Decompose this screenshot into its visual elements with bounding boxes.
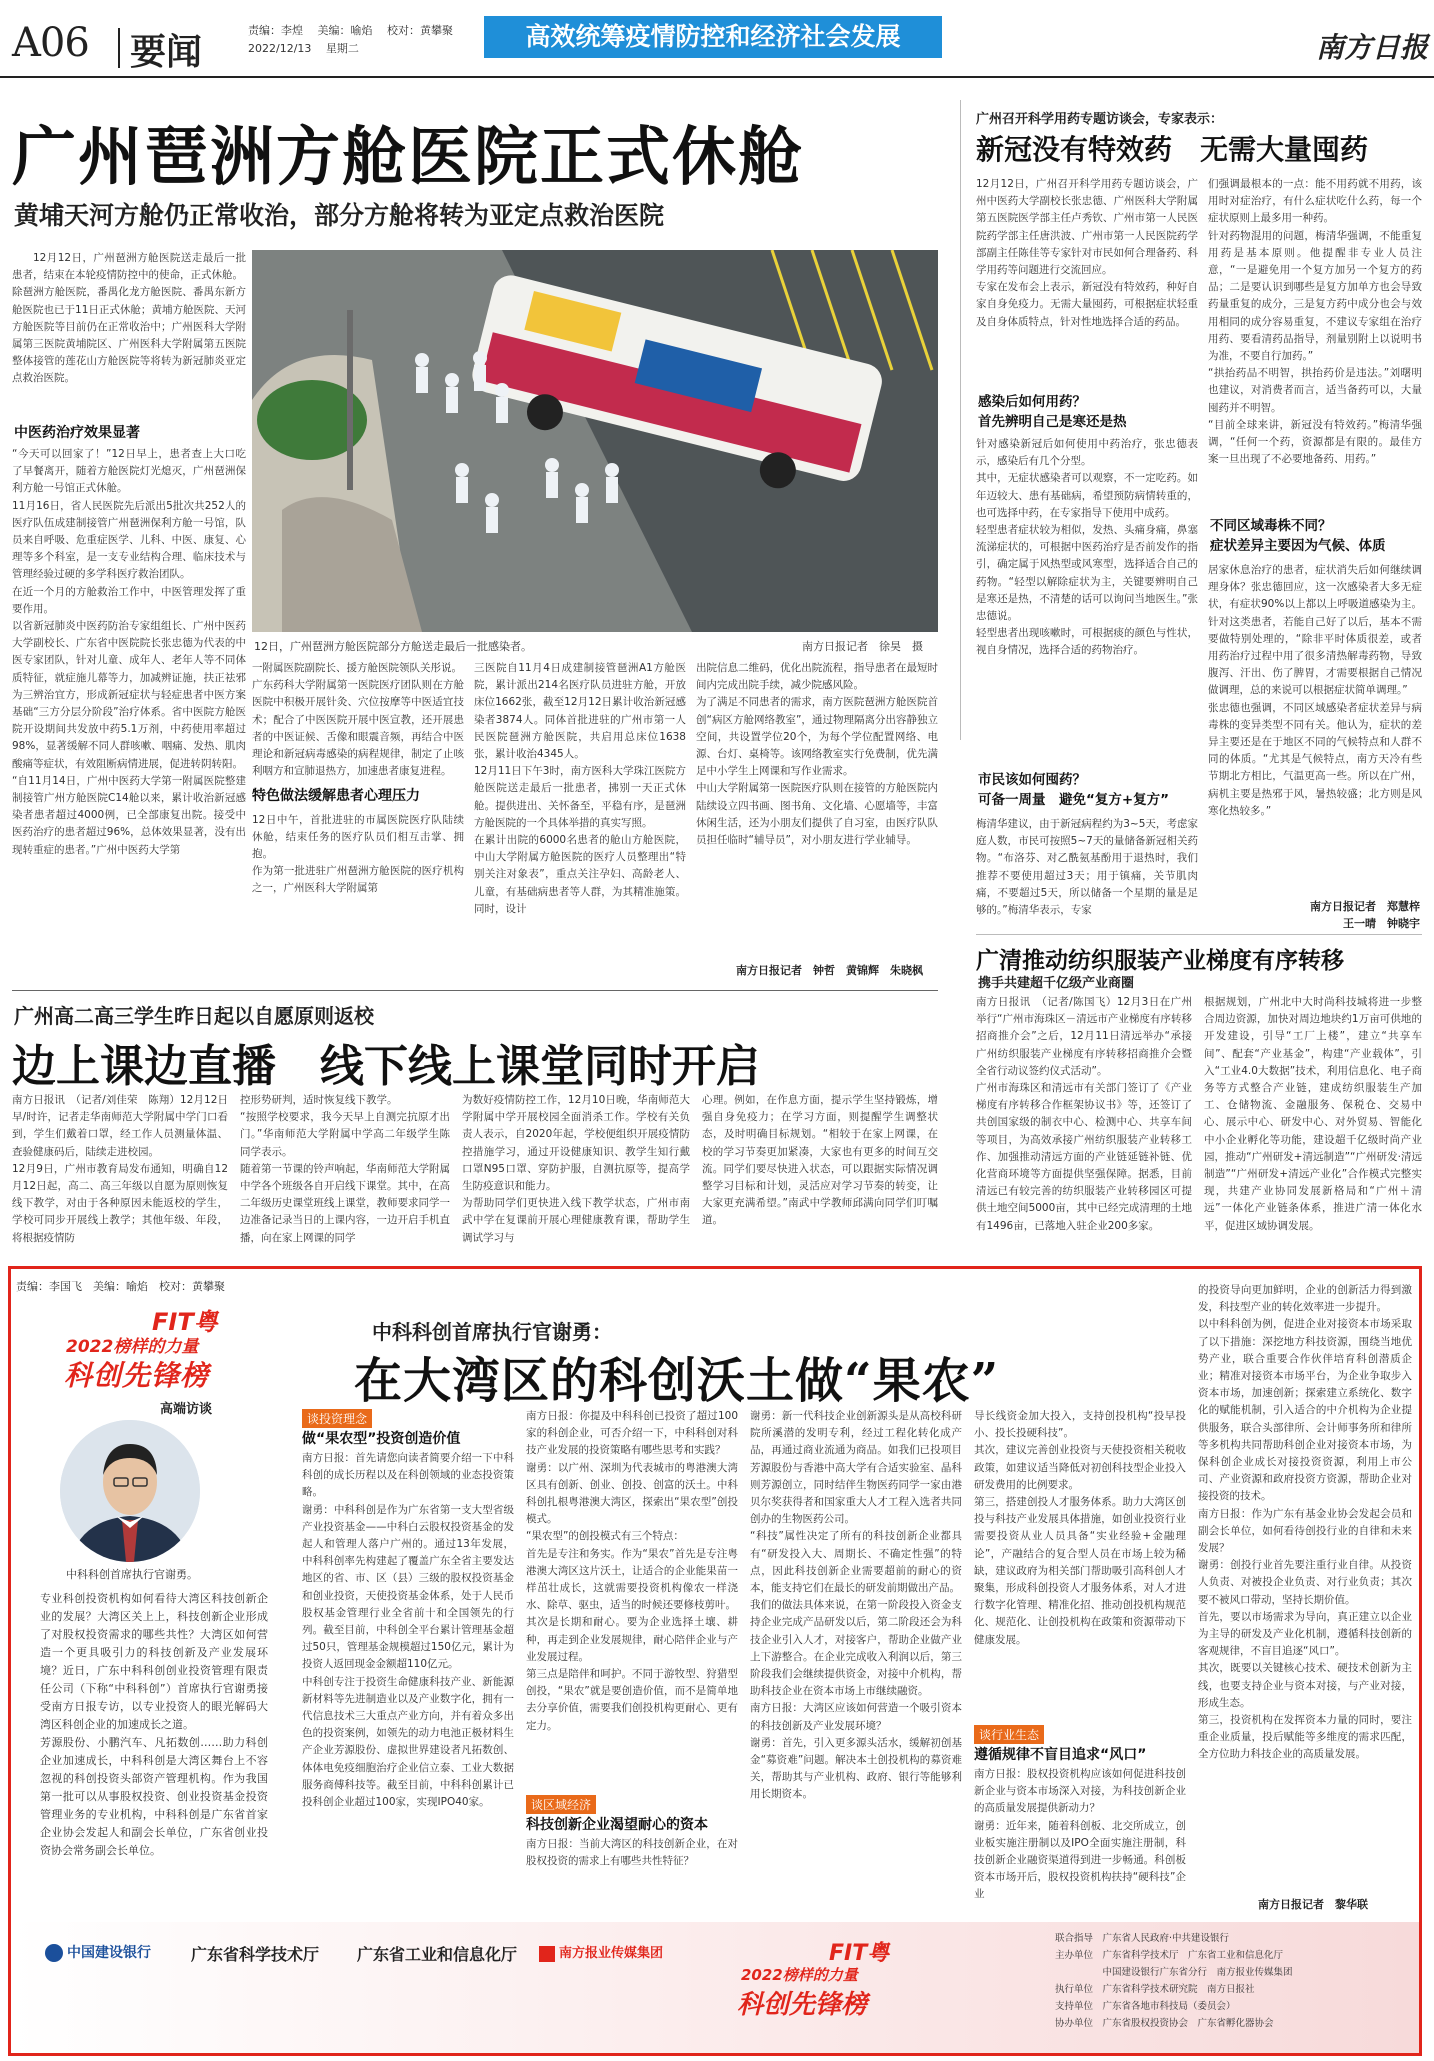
special-column-5b [974, 1766, 1186, 1914]
lead-title: 广州琶洲方舱医院正式休舱 [12, 120, 804, 195]
gaosan-column-4 [702, 1092, 938, 1256]
header-divider [118, 28, 120, 68]
drug-column-1c [976, 816, 1198, 928]
nfmedia-logo-icon [539, 1946, 555, 1962]
ccb-logo-icon [45, 1944, 63, 1962]
drug-column-2b [1208, 562, 1422, 902]
sponsor-ccb [45, 1942, 151, 1962]
campaign-logo-line1: 2022榜样的力量 [66, 1337, 199, 1357]
special-intro [40, 1590, 268, 1908]
tag-investment-label: 谈投资理念 [302, 1409, 372, 1428]
special-kicker: 中科科创首席执行官谢勇： [372, 1320, 612, 1344]
tag-region-label: 谈区域经济 [526, 1795, 596, 1814]
sponsor-strip [11, 1922, 1419, 2053]
footer-logo-fit: FIT粤 [829, 1941, 890, 1966]
tag-region [526, 1794, 596, 1814]
special-col3b-text: 南方日报：当前大湾区的科技创新企业，在对股权投资的需求上有哪些共性特征？ [526, 1838, 738, 1868]
subhead-ecosystem: 遵循规律不盲目追求“风口” [974, 1747, 1147, 1763]
special-col5b-text: 南方日报：股权投资机构应该如何促进科技创新企业与资本市场深入对接，为科技创新企业的高质量发展提供新动力？ 谢勇：近年来，随着科创板、北交所成立，创业板实施注册制以及IPO全面实施注册制，科技创新企业融资渠道得到进一步畅通。科创板资本市场开后，股权投资机构扶持“硬科技”企业 [974, 1768, 1186, 1901]
photo-credit: 南方日报记者 徐昊 摄 [802, 640, 923, 653]
special-col3-text: 南方日报：你提及中科科创已投资了超过100家的科创企业，可否介绍一下，中科科创对科技产业发展的投资策略有哪些思考和实践？ 谢勇：以广州、深圳为代表城市的粤港澳大湾区具有创新、创业、创投、创富的沃土。中科科创扎根粤港澳大湾区，探索出“果农型”创投模式。 “果农型”的创投模式有三个特点： 首先是专注和务实。作为“果农”首先是专注粤港澳大湾区这片沃土，让适合的企业能果苗一样茁壮成长，这就需要投资机构像农一样浇水、除草、驱虫，适当的时候还要修枝剪叶。 其次是长期和耐心。要为企业选择土壤、耕种，再走到企业发展规律，耐心陪伴企业与产业发展过程。 第三点是陪伴和呵护。不同于游牧型、狩猎型创投，“果农”就是要创造价值，而不是简单地去分享价值，需要我们创投机构更耐心、更有定力。 [526, 1410, 738, 1732]
lead-col2-text: 一附属医院副院长、援方舱医院领队关彤说。 广东药科大学附属第一医院医疗团队则在方舱医院中积极开展针灸、穴位按摩等中医适宜技术；配合了中医医院开展中医宣教，还开展患者的中医证候、舌像和眼震音频，再结合中医理论和新冠病毒感染的病程规律，制定了止咳利咽方和宣肺退热方，加速患者康复进程。 [252, 662, 464, 778]
proof-credit: 校对：黄攀聚 [387, 24, 453, 37]
footer-organizers: 联合指导 广东省人民政府·中共建设银行 主办单位 广东省科学技术厅 广东省工业和信息化厅 中国建设银行广东省分行 南方报业传媒集团 执行单位 广东省科学技术研究院 南方日报社 支持单位 广东省各地市科技局（委员会） 协办单位 广东省股权投资协会 广东省孵化器协会 [1055, 1933, 1293, 2029]
section-name: 要闻 [130, 32, 203, 73]
drug-col1-text: 12月12日，广州召开科学用药专题访谈会，广州中医药大学副校长张忠德、广州医科大学附属第五医院医学部主任卢秀钦、广州市第一人民医院药学部主任唐洪波、广州市第一人民医院药学部副主任陈佳等专家针对市民如何合理备药、科学用药等问题进行交流回应。 专家在发布会上表示，新冠没有特效药，种好自家自身免疫力。无需大量囤药，可根据症状轻重及自身体质特点，针对性地选择合适的药品。 [976, 178, 1198, 328]
special-editor-line: 责编：李国飞 美编：喻焰 校对：黄攀聚 [16, 1280, 225, 1293]
drug-column-1 [976, 176, 1198, 386]
tag-ecosystem [974, 1724, 1044, 1744]
sponsor-nfmedia [539, 1942, 663, 1962]
drug-subhead-2: 不同区域毒株不同？ 症状差异主要因为气候、体质 [1210, 518, 1386, 554]
lead-col3-text: 三医院自11月4日成建制接管琶洲A1方舱医院，累计派出214名医疗队员进驻方舱，开放床位1662张，截至12月12日累计收治新冠感染者3874人。同体首批进驻的广州市第一人民医院琶洲方舱医院，共启用总床位1638张，累计收治4345人。 12月11日下午3时，南方医科大学珠江医院方舱医院送走最后一批患者，拂别一天正式休舱。提供进出、关怀备至，平稳有序，是琶洲方舱医院的一个具体举措的真实写照。 在累计出院的6000名患者的舱山方舱医院，中山大学附属方舱医院的医疗人员整理出“特别关注对象表”，重点关注孕妇、高龄老人、儿童，有基础病患者等人群，为其精准施策。同时，设计 [474, 662, 686, 915]
special-column-2 [302, 1450, 514, 1914]
campaign-logo-line2: 科创先锋榜 [64, 1359, 210, 1392]
campaign-logo-fit: FIT粤 [152, 1308, 218, 1336]
lead-col1b-text: “今天可以回家了！”12日早上，患者查上大口吃了早餐离开，随着方舱医院灯光熄灭，广州琶洲保利方舱一号馆正式休舱。 11月16日，省人民医院先后派出5批次共252人的医疗队伍成建制接管广州琶洲保利方舱一号馆，队员来自呼吸、危重症医学、儿科、中医、康复、心理等多个科室，是一支专业结构合理、临床技术与管理经验过硬的多学科医疗救治团队。 在近一个月的方舱救治工作中，中医管理发挥了重要作用。 以省新冠肺炎中医药防治专家组组长、广州中医药大学副校长、广东省中医院院长张忠德为代表的中医专家团队，针对儿童、成年人、老年人等不同体质特征，就症施儿幕等力，加减辨证施，扶正祛邪为三辨治宜方，形成新冠症状与轻症患者中医方案基础“三方分层分阶段”治疗体系。省中医院方舱医院开设期间共发放中药5.1万剂，中药使用率超过98%，显著缓解不同人群咳嗽、咽痛、发热、肌肉酸痛等症状，有效阻断病情进展，促进转阴转阳。 “自11月14日，广州中医药大学第一附属医院整建制接管广州方舱医院C14舱以来，累计收治新冠感染者患者超过4000例，已全部康复出院。接受中医药治疗的患者超过96%，总体效果显著，没有出现转重症的患者。”广州中医药大学第 [12, 448, 246, 856]
rule-lead-gaosan [12, 990, 938, 991]
drug-col2-text: 们强调最根本的一点：能不用药就不用药，该用时对症治疗，有什么症状吃什么药，每一个症状原则上最多用一种药。 针对药物混用的问题，梅清华强调，不能重复用药是基本原则。他提醒非专业人员注意，“一是避免用一个复方加另一个复方的药品；二是要认识到哪些是复方加单方也会导致药量重复的成分，三是复方药中成分也会与效用相同的成分容易重复，不建议专家组在治疗用药、要看清药品指导，剂量别附上以说明书为准，不要自行加药。” “拱抬药品不明智，拱抬药价是违法。”刘曙明也建议，对消费者而言，适当备药可以，大量囤药并不明智。 “目前全球来讲，新冠没有特效药。”梅清华强调，“任何一个药，资源都是有限的。最佳方案一旦出现了不必要地备药、用药。” [1208, 178, 1422, 466]
sponsor-ccb-name: 中国建设银行 [67, 1945, 151, 1961]
textile-col2-text: 根据规划，广州北中大时尚科技城将进一步整合周边资源，加快对周边地块约1万亩可供地的开发建设，引导“工厂上楼”，建立“共享车间”、配套“产业基金”，构建“产业载体”，引入“工业4.0大数据”技术，利用信息化、电子商务等方式整合产业链，建成纺织服装生产加工、仓储物流、金融服务、保税仓、交易中心、展示中心、研发中心、对外贸易、智能化中小企业孵化等功能，建设超千亿级时尚产业园，推动“广州研发+清远制造”“广州研发·清远制造”“广州研发+清远产业化”合作模式完整实现，共建产业协同发展新格局和“广州＋清远”一体化产业链条体系，推进广清一体化水平，促进区域协调发展。 [1204, 996, 1422, 1232]
lead-col4-text: 出院信息二维码，优化出院流程，指导患者在最短时间内完成出院手续，减少院感风险。 为了满足不同患者的需求，南方医院琶洲方舱医院首创“病区方舱网络教室”，通过物理隔离分出容静独立空间，共设置学位20个，为每个学位配置网络、电源、台灯、桌椅等。该网络教室实行免费制，优先满足中小学生上网课和写作业需求。 中山大学附属第一医院医疗队则在接管的方舱医院内陆续设立四书画、图书角、文化墙、心愿墙等，丰富休闲生活，还为小朋友们提供了自习室，由医疗队队员担任临时“辅导员”，对小朋友进行学业辅导。 [696, 662, 938, 847]
textile-column-1 [976, 994, 1192, 1256]
tag-investment [302, 1408, 372, 1428]
drug-col2b-text: 居家休息治疗的患者，症状消失后如何继续调理身体？张忠德回应，这一次感染者大多无症状，有症状90%以上都以上呼吸道感染为主。针对这类患者，若能自己好了以后，基本不需要做特别处理的，“除非平时体质很差，或者用药治疗过程中用了很多清热解毒药物，导致腹泻、汗出、伤了脾胃，才需要根据自己情况做调理，总的来说可以根据症状简单调理。” 张忠德也强调，不同区域感染者症状差异与病毒株的变异类型不同有关。他认为，症状的差异主要还是在于地区不同的气候特点和人群不同的体质。“尤其是气候特点，南方天冷有些节期北方相比，气温更高一些。所以在广州，病机主要是热邪于风，暑热较盛；北方则是风寒化热较多。” [1208, 564, 1422, 817]
textile-col1-text: 南方日报讯 （记者/陈国飞）12月3日在广州举行“广州市海珠区－清远市产业梯度有序转移招商推介会”之后，12月11日清远举办“承接广州纺织服装产业梯度有序转移招商推介会暨全省行动议签约仪式活动”。 广州市海珠区和清远市有关部门签订了《产业梯度有序转移合作框架协议书》等，还签订了共创国家级的制衣中心、检测中心、共享车间等项目，为高效承接广州纺织服装产业转移工作、加强推动清远方面的产业链延链补链、优化营商环境等方面提供坚强保障。据悉，目前清远已有较完善的纺织服装产业转移园区可提供土地空间5000亩，其中已经完成清理的土地有1496亩，已落地入驻企业200多家。 [976, 996, 1192, 1232]
drug-subhead-3: 市民该如何囤药？ 可备一周量 避免“复方+复方” [978, 772, 1170, 808]
sponsor-nfmedia-name: 南方报业传媒集团 [559, 1946, 664, 1961]
drug-col1b-text: 针对感染新冠后如何使用中药治疗，张忠德表示，感染后有几个分型。 其中，无症状感染者可以观察，不一定吃药。如年迈较大、患有基础病，希望预防病情转重的，也可选择中药，在专家指导下使用中成药。 轻型患者症状较为相似，发热、头痛身痛，鼻塞流涕症状的，可根据中医药治疗是否前发作的指引，确定属于风热型或风寒型，选择适合自己的药物。“轻型以解除症状为主，关键要辨明自己是寒还是热，不清楚的话可以询问当地医生。”张忠德说。 轻型患者出现咳嗽时，可根据痰的颜色与性状，视自身情况，选择合适的药物治疗。 [976, 438, 1198, 657]
interview-label: 高端访谈 [160, 1402, 213, 1417]
special-column-5 [974, 1408, 1186, 1720]
portrait-caption: 中科科创首席执行官谢勇。 [66, 1568, 198, 1581]
special-intro-text: 专业科创投资机构如何看待大湾区科技创新企业的发展？大湾区关上上，科技创新企业形成了对股权投资需求的哪些共性？大湾区如何营造一个更具吸引力的科技创新及产业发展环境？近日，广东中科科创创业投资管理有限责任公司（下称“中科科创”）首席执行官谢勇接受南方日报专访，以专业投资人的眼光解码大湾区科创企业的加速成长之道。 芳源股份、小鹏汽车、凡拓数创……助力科创企业加速成长，中科科创是大湾区舞台上不容忽视的科创投资头部资产管理机构。作为我国第一批可以从事股权投资、创业投资基金投资管理业务的专业机构，中科科创是广东省首家企业协会发起人和副会长单位，广东省创业投资协会常务副会长单位。 [40, 1592, 268, 1857]
textile-title: 广清推动纺织服装产业梯度有序转移 [976, 947, 1344, 974]
special-col5-text: 导长线资金加大投入，支持创投机构“投早投小、投长投硬科技”。 其次，建议完善创业投资与天使投资相关税收政策，如建议适当降低对初创科技型企业投入研发费用的比例要求。 第三，搭建创投人才服务体系。助力大湾区创投与科技产业发展具体措施，如创业投资行业需要投资从业人员具备“实业经验+金融理论”，产融结合的复合型人员在市场上较为稀缺，建议政府为相关部门帮助吸引高科创人才聚集，形成科创投资人才服务体系，对人才进行数字化管理、精准化招、推动创投机构规范化、规范化、让创投机构在政策和资源带动下健康发展。 [974, 1410, 1186, 1646]
photo-illustration [252, 250, 938, 632]
gaosan-col2-text: 控形势研判，适时恢复线下教学。 “按照学校要求，我今天早上自测完抗原才出门。”华南师范大学附属中学高二年级学生陈同学表示。 随着第一节课的铃声响起，华南师范大学附属中学各个班级各自开启线下课堂。其中，在高二年级历史课堂班线上课堂，教师要求同学一边准备记录当日的上课内容，一边开启手机直播，向在家上网课的同学 [240, 1094, 450, 1244]
topic-banner [484, 16, 942, 58]
drug-col1c-text: 梅清华建议，由于新冠病程约为3~5天，考虑家庭人数，市民可按照5~7天的量储备新冠相关药物。“布洛芬、对乙酰氨基酚用于退热时，我们推荐不要使用超过3天；用于镇痛，关节肌肉痛，不要超过5天，所以储备一个星期的量是足够的。”梅清华表示，专家 [976, 818, 1198, 917]
special-column-4 [750, 1408, 962, 1914]
photo-caption: 12日，广州琶洲方舱医院部分方舱送走最后一批感染者。 [254, 640, 532, 653]
drug-title: 新冠没有特效药 无需大量囤药 [976, 133, 1369, 166]
drug-column-2 [1208, 176, 1422, 512]
gaosan-col4-text: 心理。例如，在作息方面，提示学生坚持锻炼，增强自身免疫力；在学习方面，则提醒学生调整状态，及时明确目标规划。“相较于在家上网课，在校的学习节奏更加紧凑，大家也有更多的时间互交流。同学们要尽快进入状态，可以跟据实际情况调整学习目标和计划，灵活应对学习节奏的转变，让大家更充满希望。”南武中学教师邱满向同学们叮嘱道。 [702, 1094, 938, 1227]
gaosan-column-1 [12, 1092, 228, 1256]
gaosan-col3-text: 为数好疫情防控工作，12月10日晚，华南师范大学附属中学开展校园全面消杀工作。学校有关负责人表示，自2020年起，学校便组织开展疫情防控措施学习，通过开设健康知识、教学生知行戴口罩N95口罩、穿防护服，自测抗原等，提高学生防疫意识和能力。 为帮助同学们更快进入线下教学状态，广州市南武中学在复课前开展心理健康教育课，帮助学生调试学习与 [462, 1094, 690, 1244]
header-meta [248, 22, 453, 58]
special-col4-text: 谢勇：新一代科技企业创新源头是从高校科研院所溪潜的发明专利，经过工程化转化成产品，再通过商业流通为商品。如我们已投项目芳源股份与香港中高大学有合适实验室、晶科则芳源创立，同时结伴生物医药同学一家由港贝尔奖获得者和国家重大人才工程入选者共同创办的生物医药公司。 “科技”属性决定了所有的科技创新企业都具有“研发投入大、周期长、不确定性强”的特点，因此科技创新企业需要超前的耐心的资本，能支持它们在最长的研发前期做出产品。 我们的做法具体来说，在第一阶段投入资金支持企业完成产品研发以后，第二阶段还会为科技企业引入人才，对接客户，帮助企业做产业上下游整合。在企业完成收入利润以后，第三阶段我们会继续提供资金，对接中介机构，帮助科技企业在资本市场上市继续融资。 南方日报：大湾区应该如何营造一个吸引资本的科技创新及产业发展环境？ 谢勇：首先，引入更多源头活水，缓解初创基金“募资难”问题。解决本土创投机构的募资难关，帮助其与产业机构、政府、银行等能够利用长期资本。 [750, 1410, 962, 1801]
lead-column-1 [12, 250, 246, 392]
textile-column-2 [1204, 994, 1422, 1256]
subhead-investment: 做“果农型”投资创造价值 [302, 1431, 461, 1447]
gaosan-column-2 [240, 1092, 450, 1256]
issue-weekday: 星期二 [325, 42, 359, 55]
header-rule [0, 76, 1434, 78]
lead-subtitle: 黄埔天河方舱仍正常收治，部分方舱将转为亚定点救治医院 [14, 201, 665, 230]
lead-column-2 [252, 660, 464, 982]
campaign-logo [60, 1302, 250, 1394]
gaosan-title: 边上课边直播 线下线上课堂同时开启 [12, 1041, 760, 1092]
topic-banner-text: 高效统筹疫情防控和经济社会发展 [525, 22, 901, 51]
editor-credit: 责编：李煌 [248, 24, 303, 37]
gaosan-col1-text: 南方日报讯 （记者/刘佳荣 陈翔）12月12日早/时许，记者走华南师范大学附属中学门口看到，学生们戴着口罩，经工作人员测量体温、查验健康码后，陆续走进校园。 12月9日，广州市教育局发布通知，明确自12月12日起，高二、高三年级以自愿为原则恢复线下教学，对由于各种原因未能返校的学生，学校可同步开展线上教学；其他年级、年段，将根据疫情防 [12, 1094, 228, 1244]
gaosan-kicker: 广州高二高三学生昨日起以自愿原则返校 [14, 1004, 374, 1028]
sponsor-sti: 广东省科学技术厅 [191, 1945, 320, 1964]
drug-column-1b [976, 436, 1198, 764]
lead-subhead-psych: 特色做法缓解患者心理压力 [252, 788, 420, 805]
portrait-photo [60, 1420, 200, 1562]
lead-photo [252, 250, 938, 632]
newspaper-logo: 南方日报 [1316, 31, 1429, 64]
drug-subhead-1: 感染后如何用药？ 首先辨明自己是寒还是热 [978, 394, 1127, 430]
special-credit: 南方日报记者 黎华联 [1258, 1898, 1368, 1911]
footer-logo-b: 2022榜样的力量 [741, 1966, 858, 1984]
rule-drug-textile [976, 934, 1422, 935]
special-column-3 [526, 1408, 738, 1766]
tag-ecosystem-label: 谈行业生态 [974, 1725, 1044, 1744]
lead-column-1b [12, 446, 246, 982]
designer-credit: 美编：喻焰 [317, 24, 373, 37]
page-number: A06 [12, 20, 89, 66]
drug-kicker: 广州召开科学用药专题访谈会，专家表示： [976, 112, 1224, 127]
gaosan-column-3 [462, 1092, 690, 1256]
lead-col2b-text: 12日中午，首批进驻的市属医院医疗队陆续休舱，结束任务的医疗队员们相互击掌、拥抱。 作为第一批进驻广州琶洲方舱医院的医疗机构之一，广州医科大学附属第 [252, 813, 464, 895]
lead-subhead-tcm: 中医药治疗效果显著 [14, 425, 140, 441]
textile-subtitle: 携手共建超千亿级产业商圈 [978, 976, 1135, 991]
footer-logo [711, 1936, 951, 2036]
portrait-illustration [60, 1420, 200, 1562]
lead-column-3 [474, 660, 686, 982]
special-col6-text: 的投资导向更加鲜明，企业的创新活力得到激发，科技型产业的转化效率进一步提升。 以中科科创为例，促进企业对接资本市场采取了以下措施：深挖地方科技资源，围绕当地优势产业，联合重要合作伙伴培育科创潜质企业；精准对接资本市场平台，为企业争取步入资本市场，加速创新；探索建立系统化、数字化的赋能机制，引入适合的中介机构为企业提供服务，联合头部律所、会计师事务所和律所等多机构共同帮助科创企业对接资本市场，为保科创企业成长对接投资资源，利用上市公司、产业资源和政府投资方资源，帮助企业对接投资的技术。 南方日报：作为广东有基金业协会发起会员和副会长单位，如何看待创投行业的自律和未来发展？ 谢勇：创投行业首先要注重行业自律。从投资人负责、对被投企业负责、对行业负责；其次要不被风口带动，坚持长期价值。 首先，要以市场需求为导向，真正建立以企业为主导的研发及产业化机制，遵循科技创新的客观规律，不盲目追逐“风口”。 其次，既要以关键核心技术、硬技术创新为主线，也要支持企业与资本对接，与产业对接，形成生态。 第三，投资机构在发挥资本力量的同时，要注重企业质量，投后赋能等多维度的需求匹配，全方位助力科技企业的高质量发展。 [1198, 1284, 1412, 1761]
lead-credit: 南方日报记者 钟哲 黄锦辉 朱晓枫 [736, 964, 923, 977]
issue-date: 2022/12/13 [248, 42, 312, 55]
special-title: 在大湾区的科创沃土做“果农” [354, 1353, 1000, 1409]
subhead-region: 科技创新企业渴望耐心的资本 [526, 1817, 708, 1833]
lead-col1-text: 12月12日，广州琶洲方舱医院送走最后一批患者，结束在本轮疫情防控中的使命，正式休舱。 除琶洲方舱医院，番禺化龙方舱医院、番禺东新方舱医院也已于11日正式休舱；黄埔方舱医院、天河方舱医院等目前仍在正常收治中；广州医科大学附属第三医院黄埔院区、广州医科大学附属第五医院整体接管的莲花山方舱医院等将转为新冠肺炎亚定点救治医院。 [12, 252, 246, 385]
footer-logo-c: 科创先锋榜 [737, 1990, 868, 2020]
sponsor-miit: 广东省工业和信息化厅 [357, 1945, 518, 1964]
column-rule-main [960, 100, 961, 740]
special-column-3b [526, 1836, 738, 1914]
special-column-6 [1198, 1282, 1412, 1894]
drug-credit: 南方日报记者 郑慧梓 王一晴 钟晓宇 [1310, 900, 1420, 930]
lead-column-4 [696, 660, 938, 960]
page-header [0, 0, 1434, 80]
special-col2-text: 南方日报：首先请您向读者简要介绍一下中科科创的成长历程以及在科创领域的业态投资策略。 谢勇：中科科创是作为广东省第一支大型省级产业投资基金——中科白云股权投资基金的发起人和管理人落户广州的。通过13年发展，中科科创率先构建起了覆盖广东全省主要发达地区的省、市、区（县）三级的股权投资基金和创业投资，天使投资基金体系，处于人民币股权基金管理行业全省前十和全国领先的行列。截至目前，中科创全平台累计管理基金超过50只，管理基金规模超过150亿元，累计为投资人返回现金金额超110亿元。 中科创专注于投资生命健康科技产业、新能源新材料等先进制造业以及产业数字化，拥有一代信息技术三大重点产业方向，并有着众多出色的投资案例，如领先的动力电池正极材料生产企业芳源股份、虚拟世界建设者凡拓数创、体体电免疫细胞治疗企业信立泰、工业大数据服务商傅科技等。截至目前，中科科创累计已投科创企业超过100家，实现IPO40家。 [302, 1452, 514, 1809]
